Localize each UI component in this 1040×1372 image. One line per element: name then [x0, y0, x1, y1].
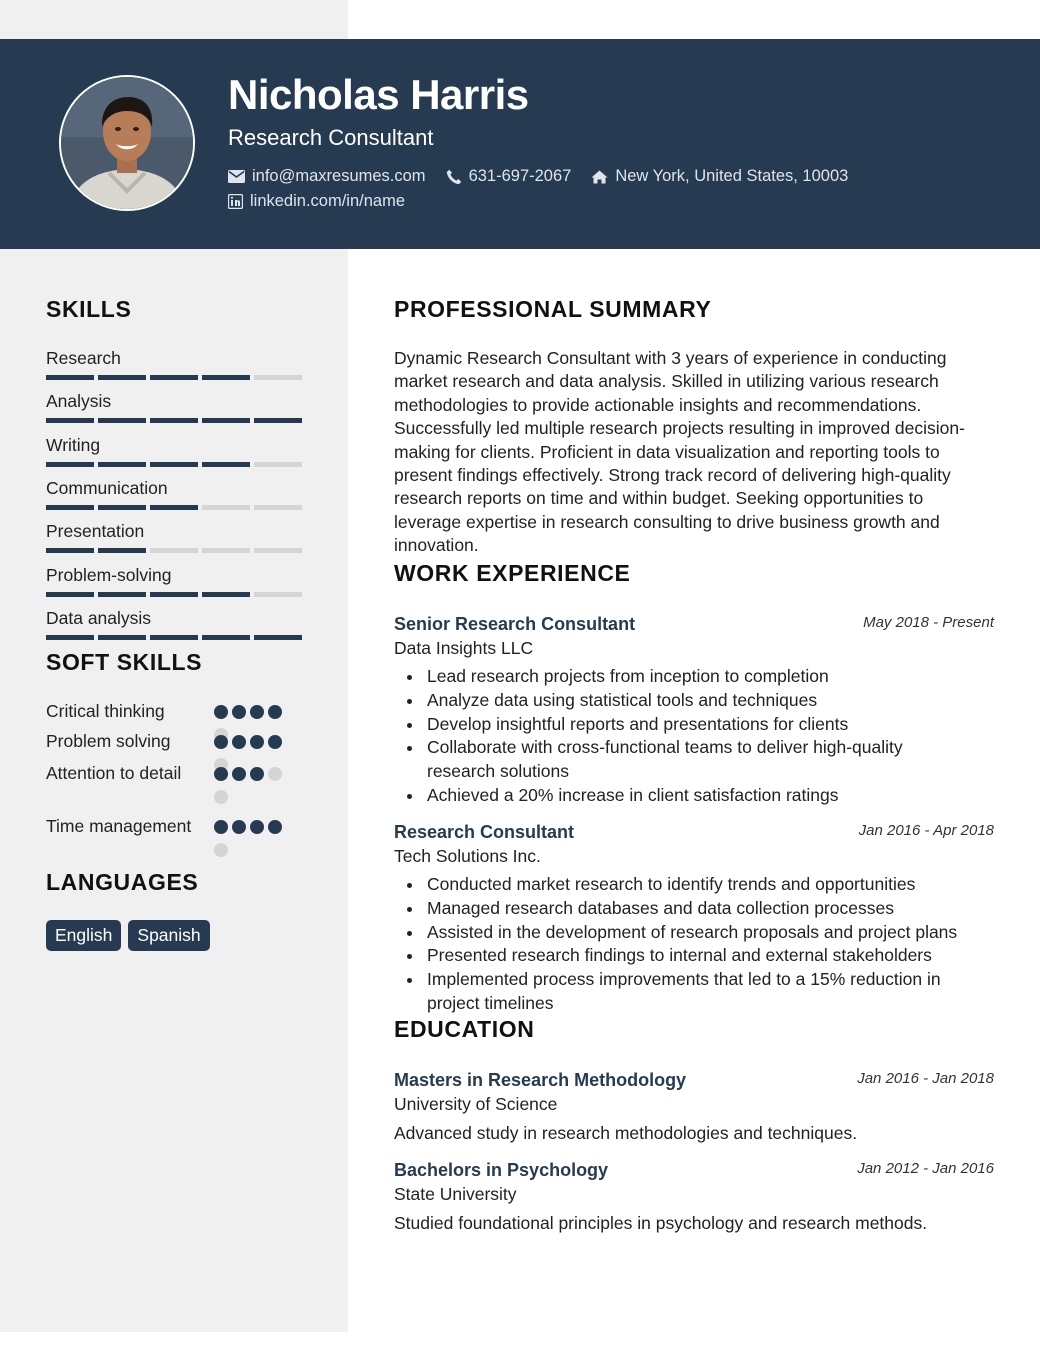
- soft-skill-item: [46, 762, 286, 785]
- rating-dot: [232, 820, 246, 834]
- rating-dot: [268, 735, 282, 749]
- resume-header: [0, 39, 1040, 249]
- rating-dot: [268, 820, 282, 834]
- skill-level-bar: [46, 462, 302, 467]
- skill-level-segment: [202, 635, 250, 640]
- rating-dot: [214, 705, 228, 719]
- skill-item: [46, 477, 302, 510]
- rating-dot: [214, 735, 228, 749]
- skill-level-segment: [254, 462, 302, 467]
- skill-item: [46, 564, 302, 597]
- email-text: info@maxresumes.com: [252, 167, 426, 185]
- degree-dates: Jan 2016 - Jan 2018: [857, 1070, 994, 1087]
- envelope-icon: [228, 170, 245, 183]
- skill-item: [46, 607, 302, 640]
- company-name: Data Insights LLC: [394, 638, 534, 658]
- skill-level-segment: [98, 375, 146, 380]
- skill-level-bar: [46, 592, 302, 597]
- job-bullets: [394, 873, 994, 1016]
- soft-skill-label: Problem solving: [46, 731, 171, 751]
- rating-dot: [214, 843, 228, 857]
- degree-description: Advanced study in research methodologies and techniques.: [394, 1123, 858, 1143]
- linkedin-text: linkedin.com/in/name: [250, 192, 405, 210]
- languages-heading: LANGUAGES: [46, 869, 199, 895]
- skill-level-segment: [98, 592, 146, 597]
- skill-level-bar: [46, 635, 302, 640]
- education-entry: [394, 1068, 994, 1145]
- skill-level-segment: [46, 592, 94, 597]
- soft-skill-item: [46, 815, 286, 838]
- skill-level-bar: [46, 548, 302, 553]
- skill-level-segment: [46, 462, 94, 467]
- bullet-item: Assisted in the development of research proposals and project plans: [394, 921, 994, 945]
- bullet-item: Managed research databases and data collection processes: [394, 897, 994, 921]
- contact-phone[interactable]: [446, 167, 572, 186]
- soft-skill-item: [46, 700, 286, 723]
- languages-list: [46, 920, 210, 951]
- contact-email[interactable]: [228, 167, 426, 186]
- skill-level-segment: [254, 375, 302, 380]
- home-icon: [591, 170, 608, 184]
- skill-level-segment: [202, 548, 250, 553]
- skill-level-segment: [98, 635, 146, 640]
- soft-skill-label: Attention to detail: [46, 763, 182, 783]
- skill-level-segment: [98, 548, 146, 553]
- skill-label: Analysis: [46, 391, 112, 412]
- school-name: State University: [394, 1184, 517, 1204]
- job-bullets: [394, 665, 994, 808]
- skill-level-segment: [150, 375, 198, 380]
- bullet-item: Conducted market research to identify trends and opportunities: [394, 873, 994, 897]
- rating-dot: [268, 767, 282, 781]
- skill-level-bar: [46, 375, 302, 380]
- school-name: University of Science: [394, 1094, 558, 1114]
- job-dates: May 2018 - Present: [863, 614, 994, 631]
- phone-icon: [446, 169, 462, 185]
- linkedin-icon: [228, 194, 243, 209]
- skill-level-segment: [202, 375, 250, 380]
- job-title: Senior Research Consultant: [394, 614, 636, 634]
- experience-entry: [394, 612, 994, 808]
- skill-level-segment: [150, 635, 198, 640]
- education-entry: [394, 1158, 994, 1235]
- skill-level-segment: [150, 505, 198, 510]
- soft-skill-label: Critical thinking: [46, 701, 165, 721]
- skill-label: Data analysis: [46, 607, 152, 628]
- skill-level-segment: [46, 418, 94, 423]
- soft-skill-label: Time management: [46, 816, 192, 836]
- location-text: New York, United States, 10003: [615, 167, 849, 185]
- contact-linkedin[interactable]: [228, 192, 405, 211]
- skill-label: Research: [46, 348, 121, 368]
- soft-skill-item: [46, 730, 286, 753]
- summary-heading: PROFESSIONAL SUMMARY: [394, 296, 712, 322]
- degree-title: Masters in Research Methodology: [394, 1070, 687, 1090]
- skill-level-segment: [150, 548, 198, 553]
- skill-label: Problem-solving: [46, 564, 172, 585]
- contact-row: [228, 167, 868, 186]
- skill-level-bar: [46, 418, 302, 423]
- skill-level-segment: [46, 548, 94, 553]
- skill-item: [46, 390, 302, 423]
- soft-skills-heading: SOFT SKILLS: [46, 649, 203, 675]
- avatar: [59, 75, 195, 211]
- bullet-item: Develop insightful reports and presentations for clients: [394, 713, 994, 737]
- skill-item: [46, 520, 302, 553]
- candidate-name: Nicholas Harris: [228, 71, 529, 118]
- skill-level-segment: [202, 505, 250, 510]
- phone-text: 631-697-2067: [468, 167, 572, 185]
- skill-level-segment: [46, 635, 94, 640]
- skill-level-segment: [150, 592, 198, 597]
- bullet-item: Analyze data using statistical tools and techniques: [394, 689, 994, 713]
- skill-level-segment: [254, 592, 302, 597]
- language-chip: Spanish: [128, 920, 209, 951]
- degree-description: Studied foundational principles in psychology and research methods.: [394, 1213, 928, 1233]
- skill-level-segment: [98, 418, 146, 423]
- degree-title: Bachelors in Psychology: [394, 1160, 609, 1180]
- skill-level-segment: [254, 548, 302, 553]
- rating-dot: [250, 820, 264, 834]
- bullet-item: Achieved a 20% increase in client satisfaction ratings: [394, 784, 994, 808]
- skill-level-segment: [150, 462, 198, 467]
- bullet-item: Lead research projects from inception to completion: [394, 665, 994, 689]
- degree-dates: Jan 2012 - Jan 2016: [857, 1160, 994, 1177]
- candidate-title: Research Consultant: [228, 125, 434, 150]
- contact-row-linkedin: [228, 192, 425, 211]
- contact-location: [591, 167, 848, 186]
- skill-level-segment: [254, 505, 302, 510]
- language-chip: English: [46, 920, 121, 951]
- skill-level-segment: [46, 505, 94, 510]
- bullet-item: Presented research findings to internal and external stakeholders: [394, 944, 994, 968]
- rating-dot: [250, 735, 264, 749]
- job-dates: Jan 2016 - Apr 2018: [858, 822, 994, 839]
- rating-dot: [250, 767, 264, 781]
- skill-level-segment: [202, 592, 250, 597]
- skill-label: Writing: [46, 434, 101, 455]
- skill-level-segment: [254, 635, 302, 640]
- skills-heading: SKILLS: [46, 296, 132, 322]
- company-name: Tech Solutions Inc.: [394, 846, 541, 866]
- experience-entry: [394, 820, 994, 1016]
- skill-level-segment: [150, 418, 198, 423]
- education-heading: EDUCATION: [394, 1016, 535, 1042]
- rating-dot: [214, 820, 228, 834]
- rating-dot: [250, 705, 264, 719]
- skill-label: Presentation: [46, 521, 145, 542]
- skill-label: Communication: [46, 477, 168, 498]
- job-title: Research Consultant: [394, 822, 575, 842]
- skill-level-segment: [98, 505, 146, 510]
- skill-level-segment: [46, 375, 94, 380]
- experience-heading: WORK EXPERIENCE: [394, 560, 631, 586]
- rating-dot: [214, 790, 228, 804]
- rating-dot: [232, 767, 246, 781]
- bullet-item: Implemented process improvements that led to a 15% reduction in project timelines: [394, 968, 974, 1016]
- rating-dot: [268, 705, 282, 719]
- summary-text: Dynamic Research Consultant with 3 years of experience in conducting market research and data analysis. Skilled in utilizing various research methodologies to provide actionable insights and recommendations. Successfully led multiple research projects resulting in improved decision-making for clients. Proficient in data visualization and reporting tools to present findings effectively. Strong track record of delivering high-quality research reports on time and within budget. Seeking opportunities to leverage expertise in research consulting to drive business growth and innovation.: [394, 348, 965, 556]
- bullet-item: Collaborate with cross-functional teams to deliver high-quality research solutions: [394, 736, 954, 784]
- skill-level-segment: [202, 418, 250, 423]
- skill-level-segment: [98, 462, 146, 467]
- skill-item: [46, 347, 302, 380]
- rating-dot: [232, 705, 246, 719]
- rating-dot: [232, 735, 246, 749]
- skill-level-segment: [254, 418, 302, 423]
- skill-level-segment: [202, 462, 250, 467]
- skill-level-bar: [46, 505, 302, 510]
- skill-item: [46, 434, 302, 467]
- rating-dot: [214, 767, 228, 781]
